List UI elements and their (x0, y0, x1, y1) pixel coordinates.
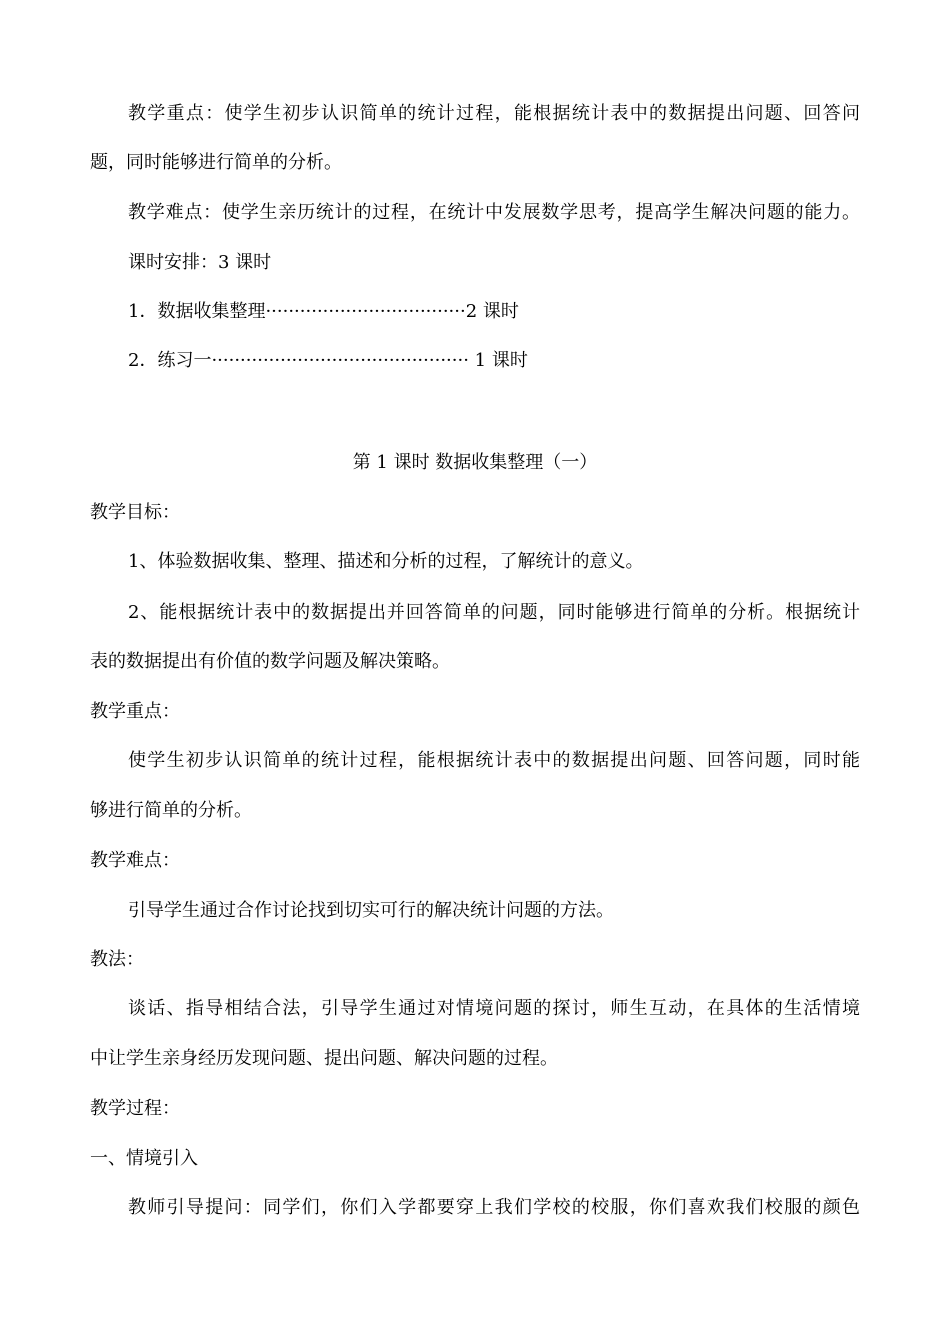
process-heading: 教学过程： (90, 1098, 180, 1119)
schedule-line: 课时安排：3 课时 (128, 252, 272, 273)
section-1-line-1: 教师引导提问：同学们，你们入学都要穿上我们学校的校服，你们喜欢我们校服的颜色 (128, 1197, 860, 1218)
toc-item-label: 2．练习一 (128, 350, 212, 371)
goal-2-line-2: 表的数据提出有价值的数学问题及解决策略。 (90, 651, 450, 672)
difficulty-line: 教学难点：使学生亲历统计的过程，在统计中发展数学思考，提高学生解决问题的能力。 (128, 202, 860, 223)
method-line-2: 中让学生亲身经历发现问题、提出问题、解决问题的过程。 (90, 1048, 558, 1069)
toc-item-2 (128, 349, 528, 373)
goal-1: 1、体验数据收集、整理、描述和分析的过程，了解统计的意义。 (128, 551, 644, 572)
difficulty-text: 引导学生通过合作讨论找到切实可行的解决统计问题的方法。 (128, 900, 614, 921)
toc-item-leader: ··································· (265, 301, 466, 322)
toc-item-label: 1．数据收集整理 (128, 301, 266, 322)
key-line-1: 使学生初步认识简单的统计过程，能根据统计表中的数据提出问题、回答问题，同时能 (128, 750, 860, 771)
method-line-1: 谈话、指导相结合法，引导学生通过对情境问题的探讨，师生互动，在具体的生活情境 (128, 998, 860, 1019)
toc-item-hours: 1 课时 (468, 350, 528, 371)
difficulty-heading: 教学难点： (90, 850, 180, 871)
key-line-2: 够进行简单的分析。 (90, 800, 252, 821)
toc-item-leader: ············································· (211, 350, 469, 371)
lesson-title: 第 1 课时 数据收集整理（一） (352, 452, 598, 473)
goals-heading: 教学目标： (90, 502, 180, 523)
key-heading: 教学重点： (90, 701, 180, 722)
method-heading: 教法： (90, 949, 144, 970)
key-points-line-1: 教学重点：使学生初步认识简单的统计过程，能根据统计表中的数据提出问题、回答问 (128, 103, 860, 124)
toc-item-1 (128, 300, 519, 324)
goal-2-line-1: 2、能根据统计表中的数据提出并回答简单的问题，同时能够进行简单的分析。根据统计 (128, 602, 860, 623)
section-1-heading: 一、情境引入 (90, 1148, 198, 1169)
toc-item-hours: 2 课时 (465, 301, 519, 322)
key-points-line-2: 题，同时能够进行简单的分析。 (90, 152, 342, 173)
